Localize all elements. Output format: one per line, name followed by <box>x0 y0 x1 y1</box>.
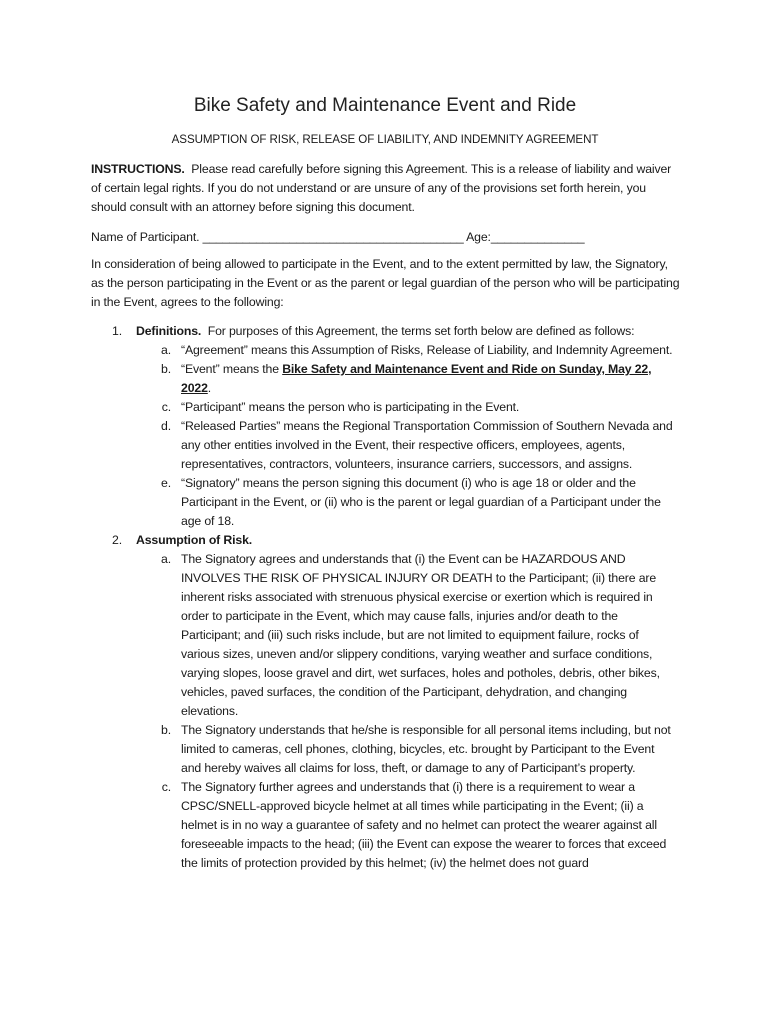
item-letter: e. <box>161 476 171 490</box>
list-item <box>91 341 691 360</box>
section-heading: Definitions. <box>136 324 202 338</box>
participant-name-age-line: Name of Participant. _______________________________________ Age:______________ <box>91 230 585 244</box>
item-text: “Released Parties” means the Regional Transportation Commission of Southern Nevada and any other entities involved in the Event, their respective officers, employees, agents, representatives, contractors, volunteers, insurance carriers, successors, and assigns. <box>181 419 673 471</box>
document-subtitle: ASSUMPTION OF RISK, RELEASE OF LIABILITY, AND INDEMNITY AGREEMENT <box>171 133 599 146</box>
instructions-text: Please read carefully before signing this Agreement. This is a release of liability and waiver of certain legal rights. If you do not understand or are unsure of any of the provisions set forth herein, you should consult with an attorney before signing this document. <box>91 162 672 214</box>
instructions-paragraph <box>91 160 681 217</box>
section-intro: For purposes of this Agreement, the terms set forth below are defined as follows: <box>207 324 635 338</box>
agreement-sections <box>91 322 691 873</box>
list-item <box>91 398 691 417</box>
document-title: Bike Safety and Maintenance Event and Ride <box>193 95 577 116</box>
item-text: The Signatory further agrees and understands that (i) there is a requirement to wear a CPSC/SNELL-approved bicycle helmet at all times while participating in the Event; (ii) a helmet is in no way a guarantee of safety and no helmet can protect the wearer against all foreseeable impacts to the head; (iii) the Event can expose the wearer to forces that exceed the limits of protection provided by this helmet; (iv) the helmet does not guard <box>181 780 667 870</box>
list-item <box>91 778 691 873</box>
list-item <box>91 721 691 778</box>
consideration-paragraph: In consideration of being allowed to participate in the Event, and to the extent permitted by law, the Signatory, as the person participating in the Event or as the parent or legal guardian of the person who will be participating in the Event, agrees to the following: <box>91 257 680 309</box>
section-heading: Assumption of Risk. <box>136 533 253 547</box>
section-assumption-of-risk <box>91 531 691 550</box>
section-definitions <box>91 322 691 341</box>
item-letter: c. <box>161 400 171 414</box>
item-letter: a. <box>161 343 171 357</box>
section-number: 1. <box>112 324 122 338</box>
item-letter: c. <box>161 780 171 794</box>
item-text: “Signatory” means the person signing this document (i) who is age 18 or older and the Participant in the Event, or (ii) who is the parent or legal guardian of a Participant under the age of 18. <box>181 476 661 528</box>
list-item <box>91 550 691 721</box>
list-item <box>91 360 691 398</box>
event-name-emphasis: Bike Safety and Maintenance Event and Ride on Sunday, May 22, 2022 <box>181 362 652 395</box>
list-item <box>91 474 691 531</box>
section-number: 2. <box>112 533 122 547</box>
item-text: “Agreement” means this Assumption of Risks, Release of Liability, and Indemnity Agreement. <box>181 343 673 357</box>
item-letter: b. <box>161 362 171 376</box>
item-text-pre: “Event” means the <box>181 362 283 376</box>
list-item <box>91 417 691 474</box>
item-text: The Signatory agrees and understands that (i) the Event can be HAZARDOUS AND INVOLVES THE RISK OF PHYSICAL INJURY OR DEATH to the Participant; (ii) there are inherent risks associated with strenuous physical exercise or exertion which is required in order to participate in the Event, which may cause falls, injuries and/or death to the Participant; and (iii) such risks include, but are not limited to equipment failure, rocks of various sizes, uneven and/or slippery conditions, varying weather and surface conditions, varying slopes, loose gravel and dirt, wet surfaces, holes and potholes, debris, other bikes, vehicles, paved surfaces, the condition of the Participant, dehydration, and changing elevations. <box>181 552 660 718</box>
item-text-post: . <box>207 381 212 395</box>
instructions-lead: INSTRUCTIONS. <box>91 162 185 176</box>
item-letter: a. <box>161 552 171 566</box>
item-text: “Participant” means the person who is participating in the Event. <box>181 400 520 414</box>
item-letter: d. <box>161 419 171 433</box>
item-letter: b. <box>161 723 171 737</box>
item-text: The Signatory understands that he/she is responsible for all personal items including, but not limited to cameras, cell phones, clothing, bicycles, etc. brought by Participant to the Event and hereby waives all claims for loss, theft, or damage to any of Participant’s property. <box>181 723 671 775</box>
item-text <box>181 360 677 398</box>
